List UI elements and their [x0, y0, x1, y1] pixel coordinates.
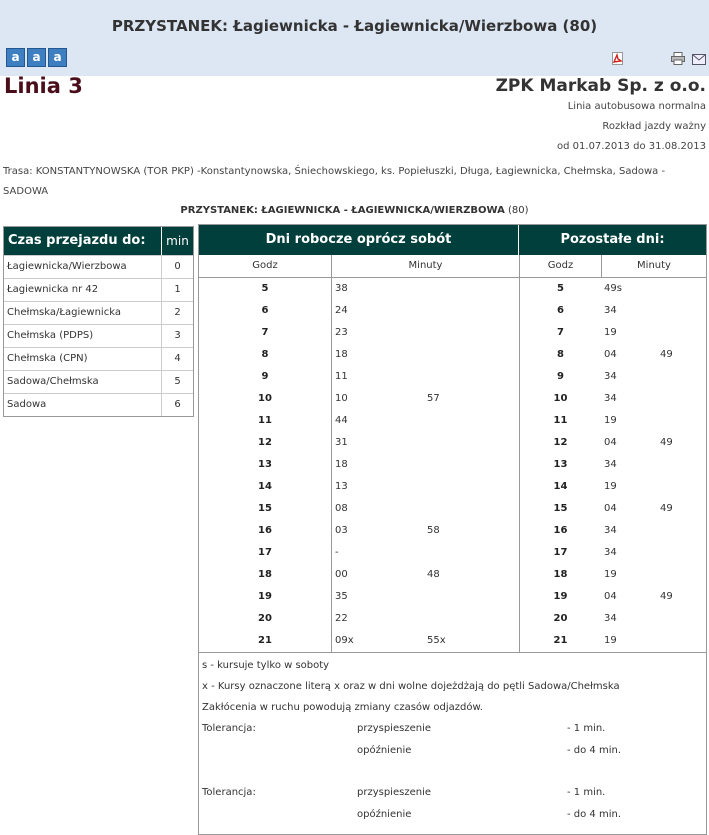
note-x: x - Kursy oznaczone literą x oraz w dni wolne dojeżdżają do pętli Sadowa/Chełmska — [202, 681, 620, 692]
tolerance-early-value: - 1 min. — [567, 787, 606, 798]
departure-minute: 04 — [604, 437, 617, 448]
tolerance-early-label: przyspieszenie — [357, 787, 431, 798]
weekday-minutes — [332, 278, 519, 300]
travel-time-table — [3, 226, 194, 417]
other-hour: 13 — [553, 459, 568, 470]
other-hour: 14 — [553, 481, 568, 492]
tolerance-empty — [202, 740, 357, 762]
tolerance-row — [202, 782, 703, 804]
weekday-hour: 7 — [261, 327, 269, 338]
weekday-hour: 12 — [258, 437, 272, 448]
font-size-controls — [6, 48, 67, 67]
company-name: ZPK Markab Sp. z o.o. — [495, 76, 706, 96]
travel-row — [4, 347, 193, 370]
font-size-small-button[interactable]: a — [6, 48, 25, 67]
departure-minute: - — [335, 547, 339, 558]
other-hour: 19 — [553, 591, 568, 602]
departure-minute: 11 — [335, 371, 348, 382]
weekday-hour: 13 — [258, 459, 272, 470]
tolerance-late-label: opóźnienie — [357, 745, 412, 756]
other-minutes — [601, 586, 706, 608]
travel-min: 4 — [174, 353, 181, 364]
other-minutes — [601, 608, 706, 630]
departure-minute: 34 — [604, 459, 617, 470]
departure-minute: 49 — [660, 349, 673, 360]
note-disruption: Zakłócenia w ruchu powodują zmiany czasów odjazdów. — [202, 702, 483, 713]
departure-minute: 22 — [335, 613, 348, 624]
travel-row — [4, 370, 193, 393]
weekday-minutes — [332, 542, 519, 564]
travel-row — [4, 301, 193, 324]
weekday-hour: 21 — [258, 635, 272, 646]
font-size-large-button[interactable]: a — [48, 48, 67, 67]
travel-min: 3 — [174, 330, 181, 341]
mail-icon[interactable] — [692, 50, 706, 69]
other-minutes — [601, 630, 706, 652]
travel-stop: Sadowa — [4, 394, 162, 416]
valid-range: od 01.07.2013 do 31.08.2013 — [557, 141, 706, 152]
weekday-hour: 16 — [258, 525, 272, 536]
weekday-hour-label: Godz — [252, 260, 278, 271]
weekday-hour: 10 — [258, 393, 272, 404]
other-minutes — [601, 476, 706, 498]
other-hour: 21 — [553, 635, 568, 646]
weekday-minutes — [332, 630, 519, 652]
stop-subtitle — [0, 205, 709, 216]
note-s: s - kursuje tylko w soboty — [202, 660, 330, 671]
weekday-minutes — [332, 410, 519, 432]
other-hours-column — [519, 278, 601, 652]
departure-minute: 19 — [604, 327, 617, 338]
travel-stop: Chełmska (PDPS) — [4, 325, 162, 347]
timetable-header — [199, 225, 706, 255]
departure-minute: 23 — [335, 327, 348, 338]
departure-minute: 19 — [604, 569, 617, 580]
weekday-minutes — [332, 366, 519, 388]
tolerance-label: Tolerancja: — [202, 787, 256, 798]
tolerance-row — [202, 740, 703, 762]
weekday-minutes — [332, 586, 519, 608]
departure-minute: 55x — [427, 635, 446, 646]
departure-minute: 35 — [335, 591, 348, 602]
travel-min: 6 — [174, 399, 181, 410]
departure-minute: 49s — [604, 283, 622, 294]
travel-stop: Chełmska/Łagiewnicka — [4, 302, 162, 324]
weekday-hour: 20 — [258, 613, 272, 624]
tolerance-empty — [202, 804, 357, 826]
weekday-hour: 15 — [258, 503, 272, 514]
departure-minute: 34 — [604, 525, 617, 536]
travel-row — [4, 255, 193, 278]
other-minutes — [601, 388, 706, 410]
other-hour-label: Godz — [519, 255, 601, 277]
departure-minute: 48 — [427, 569, 440, 580]
departure-minute: 03 — [335, 525, 348, 536]
weekday-hour: 8 — [261, 349, 269, 360]
other-hour: 12 — [553, 437, 568, 448]
departure-minute: 49 — [660, 503, 673, 514]
stop-subtitle-code: (80) — [508, 205, 529, 216]
travel-min: 1 — [174, 284, 181, 295]
tolerance-late-value: - do 4 min. — [567, 809, 622, 820]
weekday-hour: 11 — [258, 415, 272, 426]
weekday-minutes — [332, 432, 519, 454]
weekday-minutes — [332, 476, 519, 498]
departure-minute: 18 — [335, 459, 348, 470]
departure-minute: 18 — [335, 349, 348, 360]
tolerance-early-value: - 1 min. — [567, 723, 606, 734]
travel-time-header — [4, 227, 193, 255]
travel-stop: Łagiewnicka/Wierzbowa — [4, 256, 162, 278]
other-days-header: Pozostałe dni: — [560, 232, 665, 247]
other-minutes — [601, 344, 706, 366]
font-size-medium-button[interactable]: a — [27, 48, 46, 67]
travel-row — [4, 393, 193, 416]
other-hour: 20 — [553, 613, 568, 624]
other-minutes — [601, 454, 706, 476]
weekday-minutes — [332, 454, 519, 476]
departure-minute: 13 — [335, 481, 348, 492]
other-minutes — [601, 542, 706, 564]
other-minutes — [601, 564, 706, 586]
departure-minute: 34 — [604, 613, 617, 624]
page-title: PRZYSTANEK: Łagiewnicka - Łagiewnicka/Wierzbowa (80) — [111, 17, 598, 35]
weekday-minutes — [332, 344, 519, 366]
travel-stop: Sadowa/Chełmska — [4, 371, 162, 393]
departure-minute: 31 — [335, 437, 348, 448]
other-hour: 10 — [553, 393, 568, 404]
timetable-notes — [199, 652, 706, 834]
valid-label: Rozkład jazdy ważny — [602, 121, 706, 132]
other-minutes — [601, 498, 706, 520]
other-hour: 9 — [557, 371, 564, 382]
weekday-hour: 9 — [261, 371, 269, 382]
travel-row — [4, 324, 193, 347]
other-minutes — [601, 322, 706, 344]
weekday-hours-column — [199, 278, 331, 652]
departure-minute: 34 — [604, 305, 617, 316]
departure-minute: 44 — [335, 415, 348, 426]
travel-time-title: Czas przejazdu do: — [4, 227, 162, 255]
departure-minute: 34 — [604, 547, 617, 558]
weekday-hour: 14 — [258, 481, 272, 492]
timetable-body — [199, 278, 706, 652]
departure-minute: 09x — [335, 635, 354, 646]
line-number: Linia 3 — [4, 74, 83, 98]
tolerance-late-value: - do 4 min. — [567, 745, 622, 756]
stop-subtitle-name: PRZYSTANEK: ŁAGIEWNICKA - ŁAGIEWNICKA/WIERZBOWA — [180, 205, 505, 216]
departure-minute: 58 — [427, 525, 440, 536]
other-minutes-column — [601, 278, 706, 652]
other-minutes — [601, 366, 706, 388]
tolerance-row — [202, 718, 703, 740]
weekday-minutes — [332, 498, 519, 520]
departure-minute: 08 — [335, 503, 348, 514]
departure-minute: 04 — [604, 591, 617, 602]
travel-min: 2 — [174, 307, 181, 318]
other-hour: 15 — [553, 503, 568, 514]
route-description: Trasa: KONSTANTYNOWSKA (TOR PKP) -Konstantynowska, Śniechowskiego, ks. Popiełuszki, Długa, Łagiewnicka, Chełmska, Sadowa - SADOWA — [3, 166, 666, 197]
travel-min: 5 — [174, 376, 181, 387]
departure-minute: 34 — [604, 393, 617, 404]
travel-stop: Chełmska (CPN) — [4, 348, 162, 370]
departure-minute: 19 — [604, 635, 617, 646]
weekday-hour: 18 — [258, 569, 272, 580]
weekday-minutes — [332, 564, 519, 586]
departure-minute: 49 — [660, 437, 673, 448]
weekday-minutes — [332, 608, 519, 630]
weekday-hour: 6 — [261, 305, 269, 316]
other-hour: 8 — [557, 349, 564, 360]
other-minutes — [601, 410, 706, 432]
other-minutes — [601, 300, 706, 322]
timetable-subheader — [199, 255, 706, 278]
weekday-minutes — [332, 322, 519, 344]
print-icon[interactable] — [671, 50, 685, 69]
other-minutes — [601, 278, 706, 300]
tolerance-label: Tolerancja: — [202, 723, 256, 734]
departure-minute: 19 — [604, 481, 617, 492]
other-hour: 6 — [557, 305, 564, 316]
travel-row — [4, 278, 193, 301]
tolerance-late-label: opóźnienie — [357, 809, 412, 820]
other-hour: 18 — [553, 569, 568, 580]
departure-minute: 00 — [335, 569, 348, 580]
other-hour: 11 — [553, 415, 568, 426]
other-hour: 16 — [553, 525, 568, 536]
weekday-minutes-label: Minuty — [331, 255, 519, 277]
weekday-hour: 5 — [261, 283, 269, 294]
weekday-minutes — [332, 388, 519, 410]
weekday-minutes — [332, 300, 519, 322]
departure-minute: 04 — [604, 503, 617, 514]
other-hour: 7 — [557, 327, 564, 338]
departure-minute: 34 — [604, 371, 617, 382]
departure-minute: 24 — [335, 305, 348, 316]
tolerance-early-label: przyspieszenie — [357, 723, 431, 734]
departure-minute: 38 — [335, 283, 348, 294]
travel-min: 0 — [174, 261, 181, 272]
timetable — [198, 224, 707, 835]
weekday-header: Dni robocze oprócz sobót — [199, 225, 519, 255]
departure-minute: 10 — [335, 393, 348, 404]
other-minutes — [601, 432, 706, 454]
weekday-hour: 19 — [258, 591, 272, 602]
line-type: Linia autobusowa normalna — [567, 101, 706, 112]
other-minutes-label: Minuty — [601, 255, 706, 277]
departure-minute: 49 — [660, 591, 673, 602]
departure-minute: 19 — [604, 415, 617, 426]
other-hour: 17 — [553, 547, 568, 558]
tolerance-row — [202, 804, 703, 826]
travel-min-header: min — [166, 234, 189, 248]
weekday-minutes — [332, 520, 519, 542]
travel-stop: Łagiewnicka nr 42 — [4, 279, 162, 301]
top-bar — [0, 0, 709, 76]
departure-minute: 57 — [427, 393, 440, 404]
weekday-minutes-column — [331, 278, 519, 652]
other-hour: 5 — [557, 283, 564, 294]
departure-minute: 04 — [604, 349, 617, 360]
other-minutes — [601, 520, 706, 542]
weekday-hour: 17 — [258, 547, 272, 558]
pdf-icon[interactable] — [612, 50, 623, 69]
